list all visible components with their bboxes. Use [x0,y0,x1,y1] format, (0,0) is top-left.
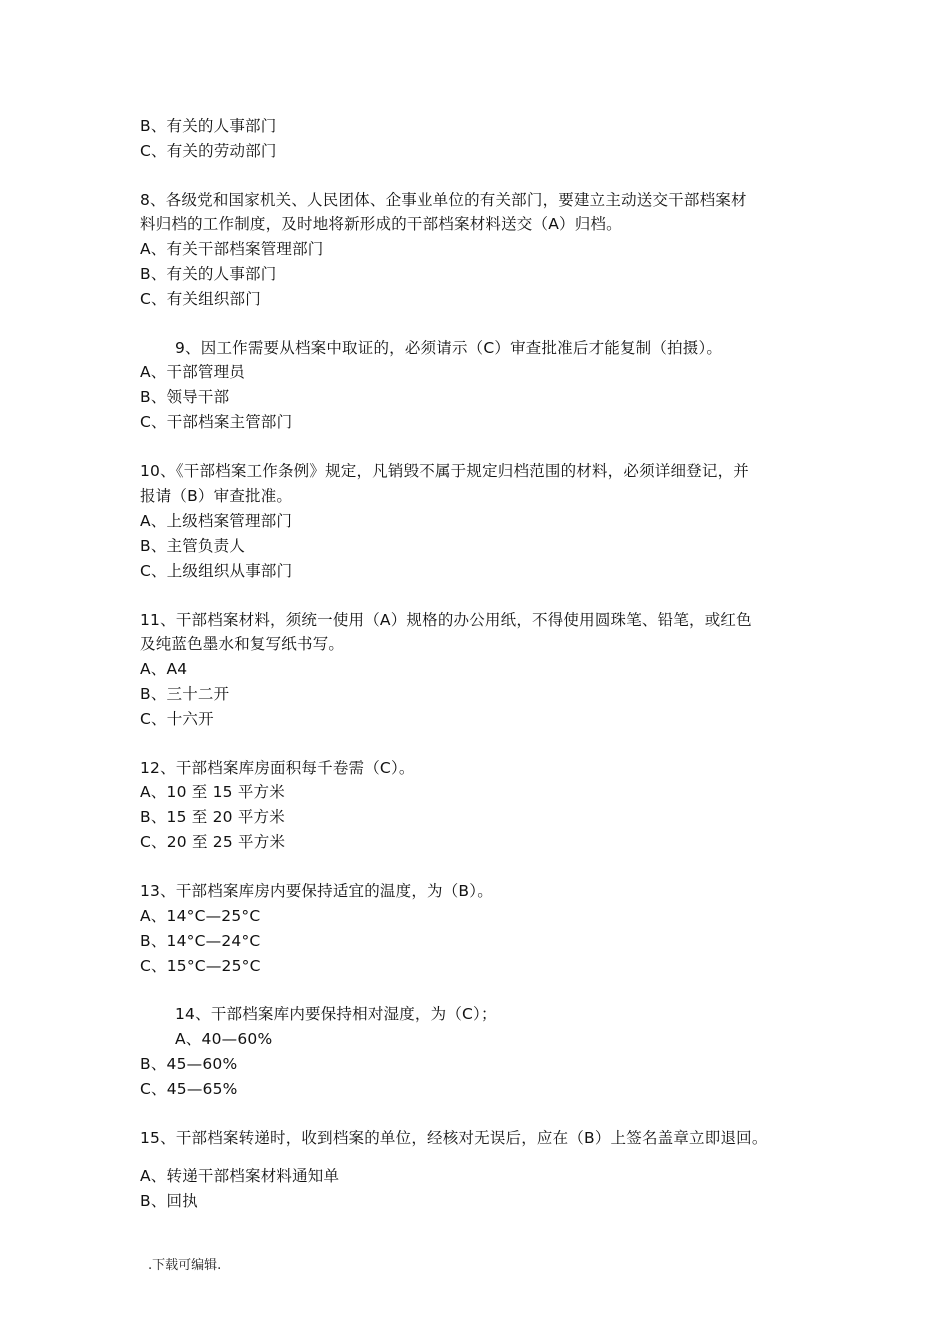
question-11-cont: 及纯蓝色墨水和复写纸书写。 [140,635,345,653]
option-line: A、干部管理员 [140,363,246,381]
option-line: A、上级档案管理部门 [140,512,293,530]
option-line: C、十六开 [140,710,214,728]
question-8: 8、各级党和国家机关、人民团体、企事业单位的有关部门，要建立主动送交干部档案材 [140,191,747,209]
option-line: B、回执 [140,1192,198,1210]
question-8-cont: 料归档的工作制度，及时地将新形成的干部档案材料送交（A）归档。 [140,215,622,233]
question-13: 13、干部档案库房内要保持适宜的温度，为（B）。 [140,882,493,900]
option-line: C、干部档案主管部门 [140,413,293,431]
question-10-cont: 报请（B）审查批准。 [140,487,293,505]
option-line: A、10 至 15 平方米 [140,783,285,801]
option-line: C、15°C—25°C [140,957,261,975]
option-line: B、有关的人事部门 [140,117,277,135]
option-line: B、三十二开 [140,685,230,703]
option-line: A、有关干部档案管理部门 [140,240,324,258]
option-line: B、14°C—24°C [140,932,261,950]
question-15: 15、干部档案转递时，收到档案的单位，经核对无误后，应在（B）上签名盖章立即退回。 [140,1129,768,1147]
question-11: 11、干部档案材料，须统一使用（A）规格的办公用纸，不得使用圆珠笔、铅笔，或红色 [140,611,752,629]
option-line: B、主管负责人 [140,537,246,555]
question-12: 12、干部档案库房面积每千卷需（C）。 [140,759,415,777]
question-14: 14、干部档案库内要保持相对湿度，为（C）； [175,1005,497,1023]
option-line: C、有关的劳动部门 [140,142,277,160]
option-line: B、有关的人事部门 [140,265,277,283]
option-line: C、45—65% [140,1080,238,1098]
option-line: C、上级组织从事部门 [140,562,293,580]
option-line: B、领导干部 [140,388,230,406]
option-line: A、14°C—25°C [140,907,261,925]
option-line: C、20 至 25 平方米 [140,833,286,851]
option-line: B、15 至 20 平方米 [140,808,285,826]
question-10: 10、《干部档案工作条例》规定，凡销毁不属于规定归档范围的材料，必须详细登记，并 [140,462,749,480]
option-line: A、40—60% [175,1030,273,1048]
question-9: 9、因工作需要从档案中取证的，必须请示（C）审查批准后才能复制（拍摄）。 [175,339,723,357]
option-line: C、有关组织部门 [140,290,261,308]
page-footer: .下载可编辑. [148,1258,222,1273]
option-line: B、45—60% [140,1055,238,1073]
option-line: A、A4 [140,660,188,678]
option-line: A、转递干部档案材料通知单 [140,1167,340,1185]
